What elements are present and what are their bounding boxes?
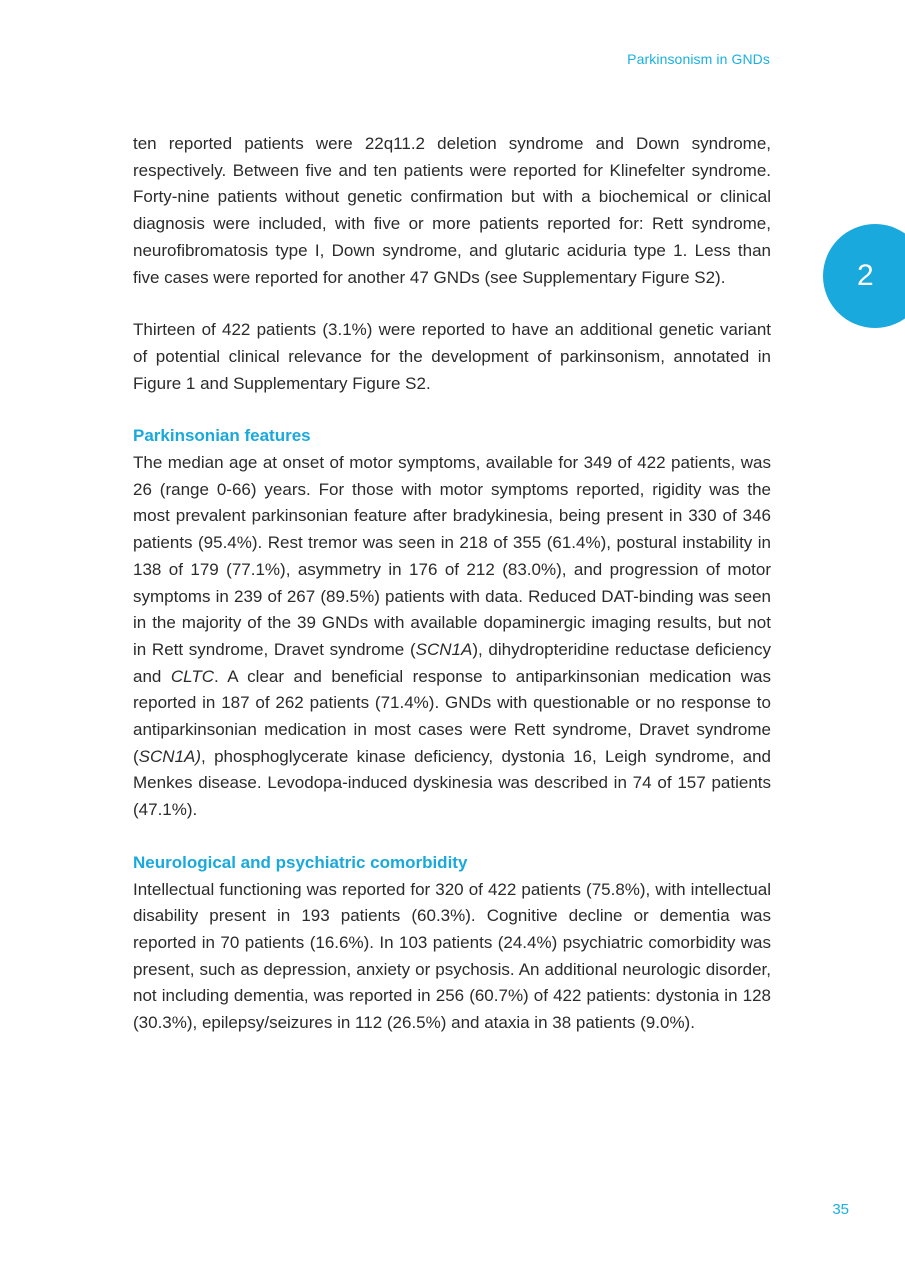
page-body [133, 131, 771, 1037]
paragraph-3 [133, 450, 771, 824]
paragraph-gap [133, 397, 771, 423]
paragraph-2: Thirteen of 422 patients (3.1%) were reported to have an additional genetic variant of potential clinical relevance for the development of parkinsonism, annotated in Figure 1 and Supplementary Figure S2. [133, 320, 771, 393]
paragraph-gap [133, 291, 771, 317]
gene-name: SCN1A) [138, 746, 202, 766]
paragraph-4: Intellectual functioning was reported for 320 of 422 patients (75.8%), with intellectual disability present in 193 patients (60.3%). Cognitive decline or dementia was reported in 70 patients (16.6%). In 103 patients (24.4%) psychiatric comorbidity was present, such as depression, anxiety or psychosis. An additional neurologic disorder, not including dementia, was reported in 256 (60.7%) of 422 patients: dystonia in 128 (30.3%), epilepsy/seizures in 112 (26.5%) and ataxia in 38 patients (9.0%). [133, 879, 771, 1033]
paragraph-gap [133, 824, 771, 850]
text-run: ), dihydropteridine reductase deficiency and [133, 639, 771, 686]
text-run: . A clear and beneficial response to antiparkinsonian medication was reported in 187 of 262 patients (71.4%). GNDs with questionable or no response to antiparkinsonian medication in most cases were Rett syndrome, Dravet syndrome ( [133, 666, 771, 766]
gene-name: SCN1A [415, 639, 473, 659]
section-heading-parkinsonian-features: Parkinsonian features [133, 426, 311, 446]
chapter-number-badge: 2 [823, 224, 905, 328]
text-run: The median age at onset of motor symptoms, available for 349 of 422 patients, was 26 (range 0-66) years. For those with motor symptoms reported, rigidity was the most prevalent parkinsonian feature after bradykinesia, being present in 330 of 346 patients (95.4%). Rest tremor was seen in 218 of 355 (61.4%), postural instability in 138 of 179 (77.1%), asymmetry in 176 of 212 (83.0%), and progression of motor symptoms in 239 of 267 (89.5%) patients with data. Reduced DAT-binding was seen in the majority of the 39 GNDs with available dopaminergic imaging results, but not in Rett syndrome, Dravet syndrome ( [133, 453, 771, 659]
paragraph-1: ten reported patients were 22q11.2 deletion syndrome and Down syndrome, respectively. Between five and ten patients were reported for Klinefelter syndrome. Forty-nine patients without genetic confirmation but with a biochemical or clinical diagnosis were included, with five or more patients reported for: Rett syndrome, neurofibromatosis type I, Down syndrome, and glutaric aciduria type 1. Less than five cases were reported for another 47 GNDs (see Supplementary Figure S2). [133, 134, 771, 287]
section-heading-comorbidity: Neurological and psychiatric comorbidity [133, 852, 468, 872]
gene-name: CLTC [170, 666, 214, 686]
running-header: Parkinsonism in GNDs [627, 51, 770, 67]
page-number: 35 [832, 1201, 849, 1218]
text-run: , phosphoglycerate kinase deficiency, dystonia 16, Leigh syndrome, and Menkes disease. Levodopa-induced dyskinesia was described in 74 of 157 patients (47.1%). [133, 746, 771, 820]
